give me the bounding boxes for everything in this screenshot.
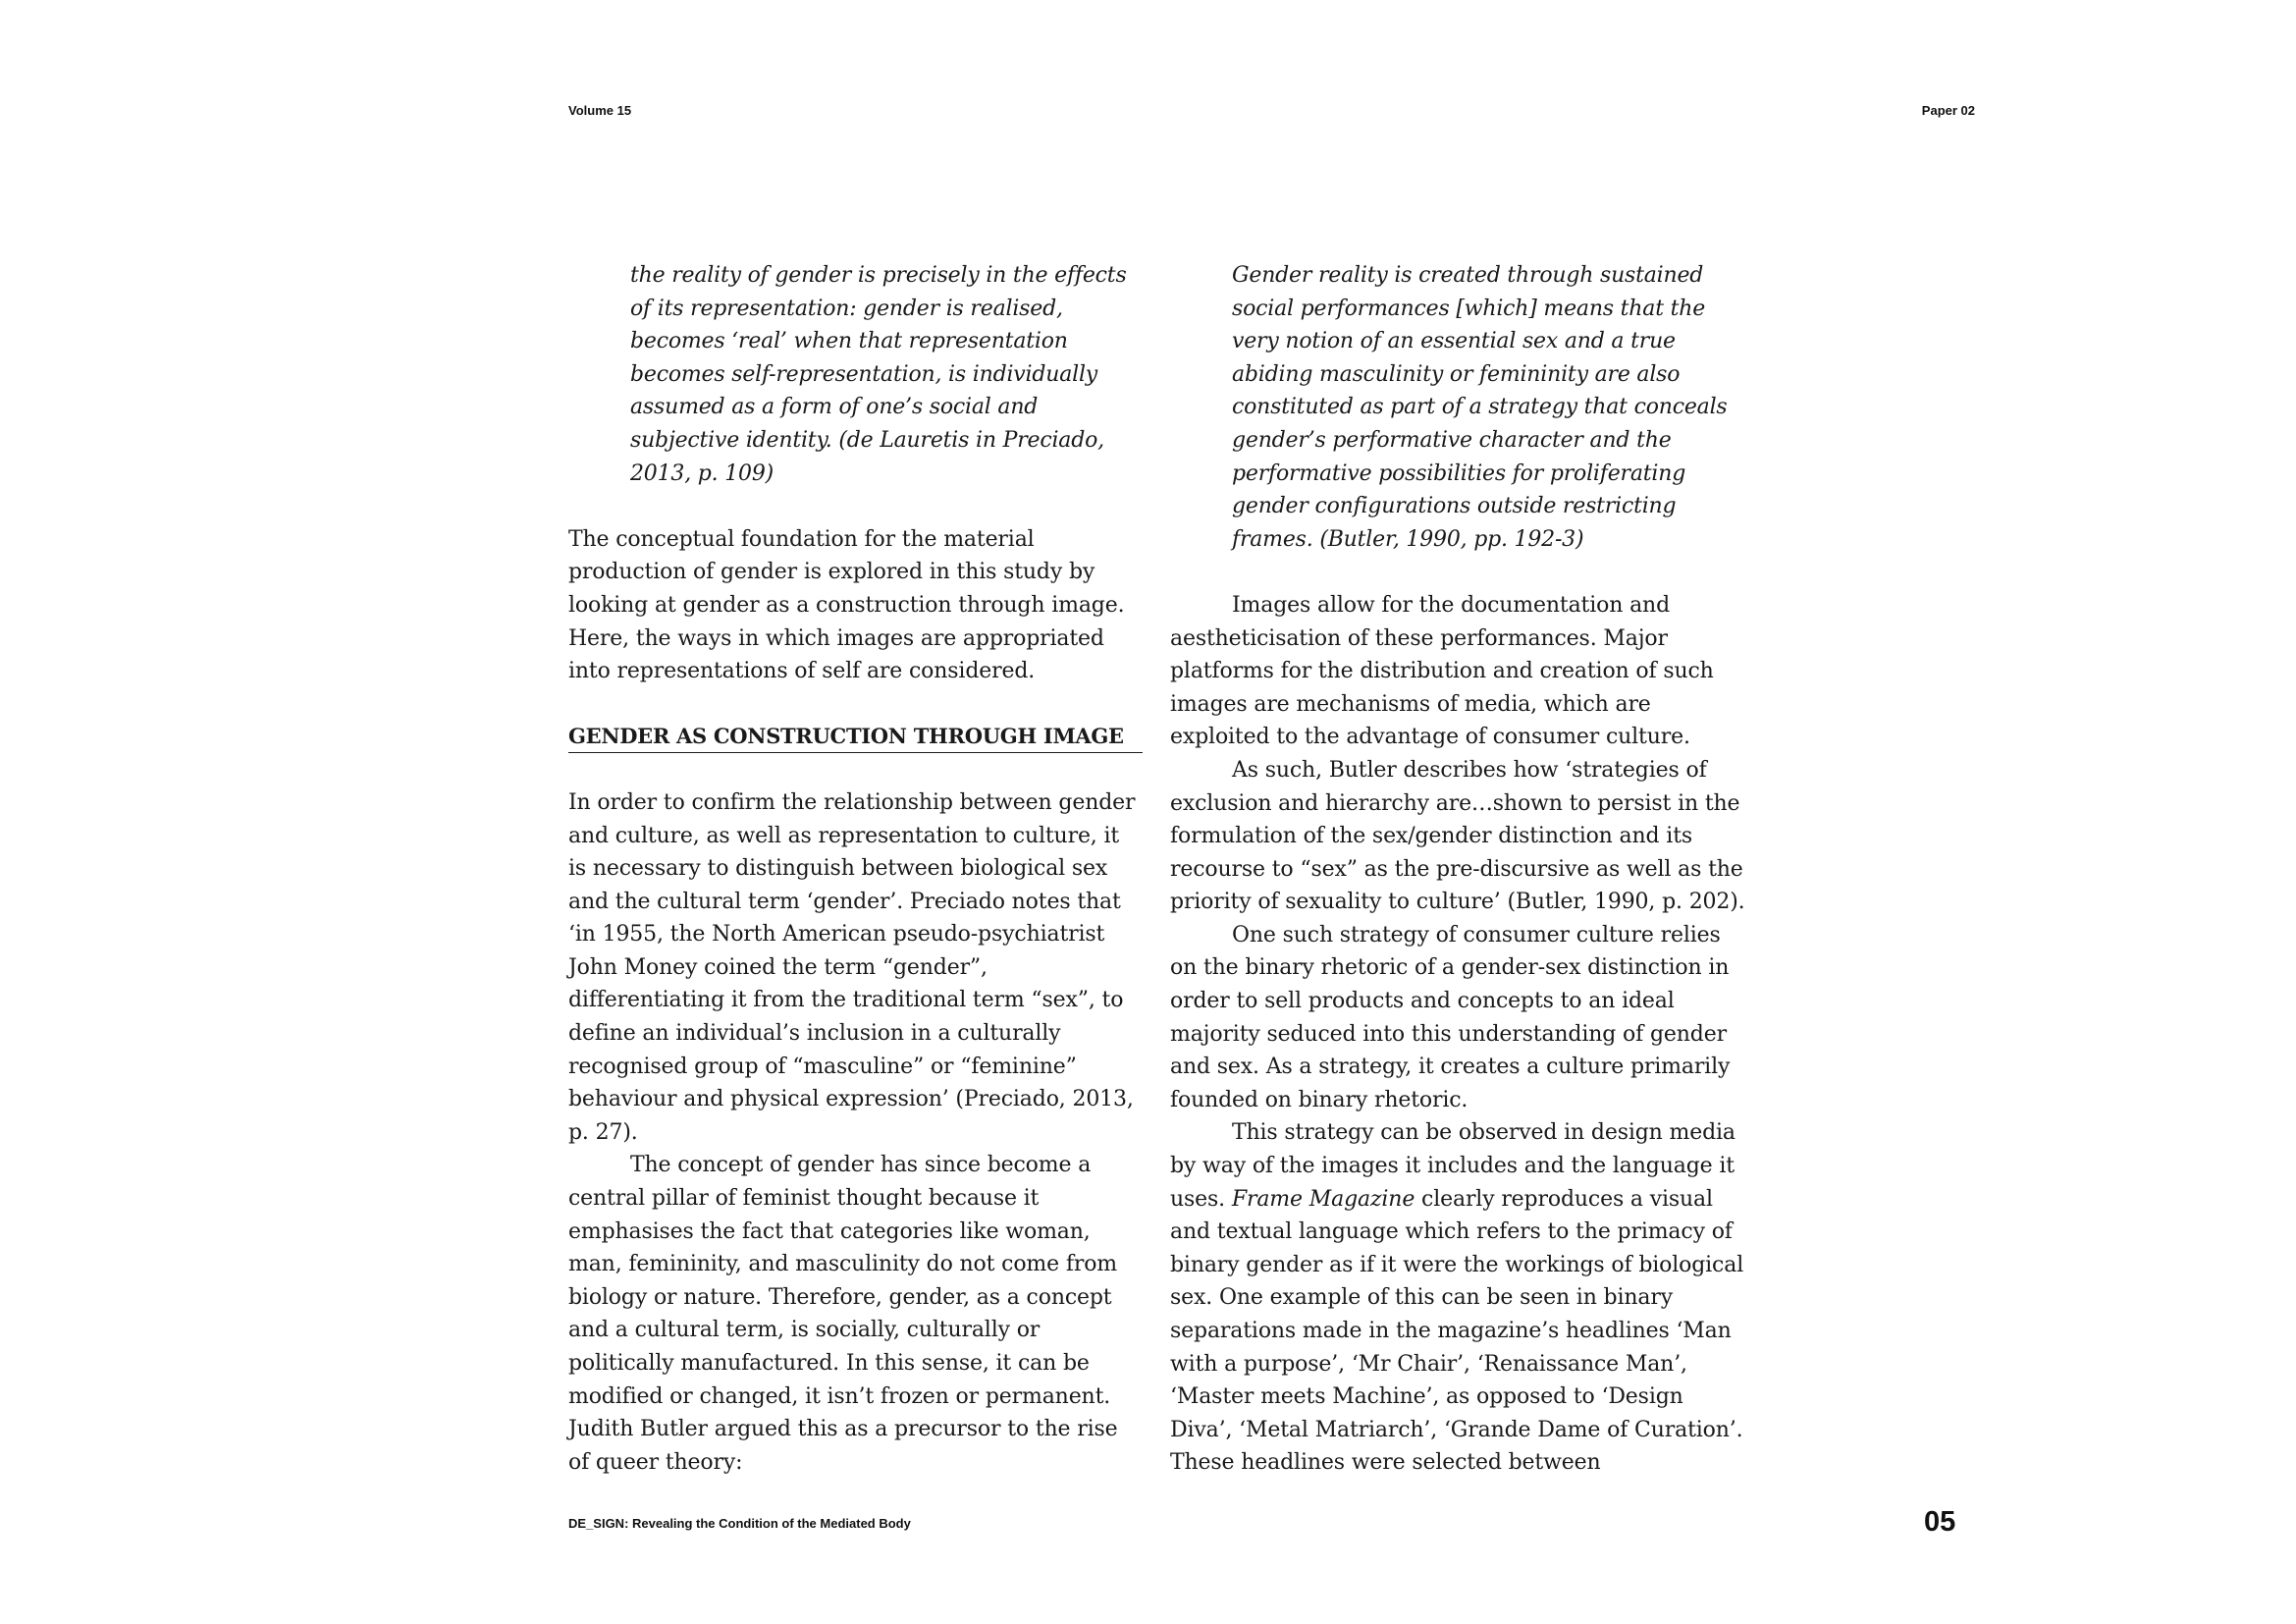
volume-label: Volume 15: [568, 103, 632, 118]
paragraph-text: This strategy can be observed in design media by way of the images it includes and the language it uses.: [1170, 1120, 1735, 1212]
body-paragraph: Images allow for the documentation and aestheticisation of these performances. Major platforms for the distribution and creation of such images are mechanisms of media, which are exploited to the advantage of consumer culture.: [1170, 592, 1714, 750]
magazine-title: Frame Magazine: [1231, 1186, 1415, 1212]
spacer: [568, 688, 1143, 722]
section-heading: GENDER AS CONSTRUCTION THROUGH IMAGE: [568, 721, 1143, 753]
paper-label: Paper 02: [1921, 103, 1975, 118]
paragraph-text: clearly reproduces a visual and textual language which refers to the primacy of binary gender as if it were the workings of biological sex. One example of this can be seen in binary separations made in the magazine’s headlines ‘Man with a purpose’, ‘Mr Chair’, ‘Renaissance Man’, ‘Master meets Machine’, as opposed to ‘Design Diva’, ‘Metal Matriarch’, ‘Grande Dame of Curation’. These headlines were selected between: [1170, 1186, 1744, 1476]
left-column: [568, 259, 1143, 1479]
intro-paragraph: The conceptual foundation for the material production of gender is explored in this study by looking at gender as a construction through image. Here, the ways in which images are appropriated into representations of self are considered.: [568, 526, 1125, 684]
body-paragraph: [1170, 1116, 1749, 1480]
de-lauretis-block-quote: the reality of gender is precisely in the effects of its representation: gender is realised, becomes ‘real’ when that representation becomes self-representation, is individually assumed as a form of one’s social and subjective identity. (de Lauretis in Preciado, 2013, p. 109): [630, 263, 1127, 486]
body-paragraph: As such, Butler describes how ‘strategies of exclusion and hierarchy are…shown to persist in the formulation of the sex/gender distinction and its recourse to “sex” as the pre-discursive as well as the priority of sexuality to culture’ (Butler, 1990, p. 202).: [1170, 757, 1745, 915]
right-column: [1170, 259, 1749, 1480]
footer-title: DE_SIGN: Revealing the Condition of the Mediated Body: [568, 1516, 911, 1531]
body-paragraph: One such strategy of consumer culture relies on the binary rhetoric of a gender-sex distinction in order to sell products and concepts to an ideal majority seduced into this understanding of gender and sex. As a strategy, it creates a culture primarily founded on binary rhetoric.: [1170, 922, 1731, 1112]
body-paragraph: The concept of gender has since become a central pillar of feminist thought because it emphasises the fact that categories like woman, man, femininity, and masculinity do not come from biology or nature. Therefore, gender, as a concept and a cultural term, is socially, culturally or politically manufactured. In this sense, it can be modified or changed, it isn’t frozen or permanent. Judith Butler argued this as a precursor to the rise of queer theory:: [568, 1153, 1118, 1475]
butler-block-quote: Gender reality is created through sustained social performances [which] means that the very notion of an essential sex and a true abiding masculinity or femininity are also constituted as part of a strategy that conceals gender’s performative character and the performative possibilities for proliferating gender configurations outside restricting frames. (Butler, 1990, pp. 192-3): [1232, 263, 1728, 552]
page-number: 05: [1924, 1506, 1956, 1538]
body-paragraph: In order to confirm the relationship between gender and culture, as well as representation to culture, it is necessary to distinguish between biological sex and the cultural term ‘gender’. Preciado notes that ‘in 1955, the North American pseudo-psychiatrist John Money coined the term “gender”, differentiating it from the traditional term “sex”, to define an individual’s inclusion in a culturally recognised group of “masculine” or “feminine” behaviour and physical expression’ (Preciado, 2013, p. 27).: [568, 789, 1136, 1145]
